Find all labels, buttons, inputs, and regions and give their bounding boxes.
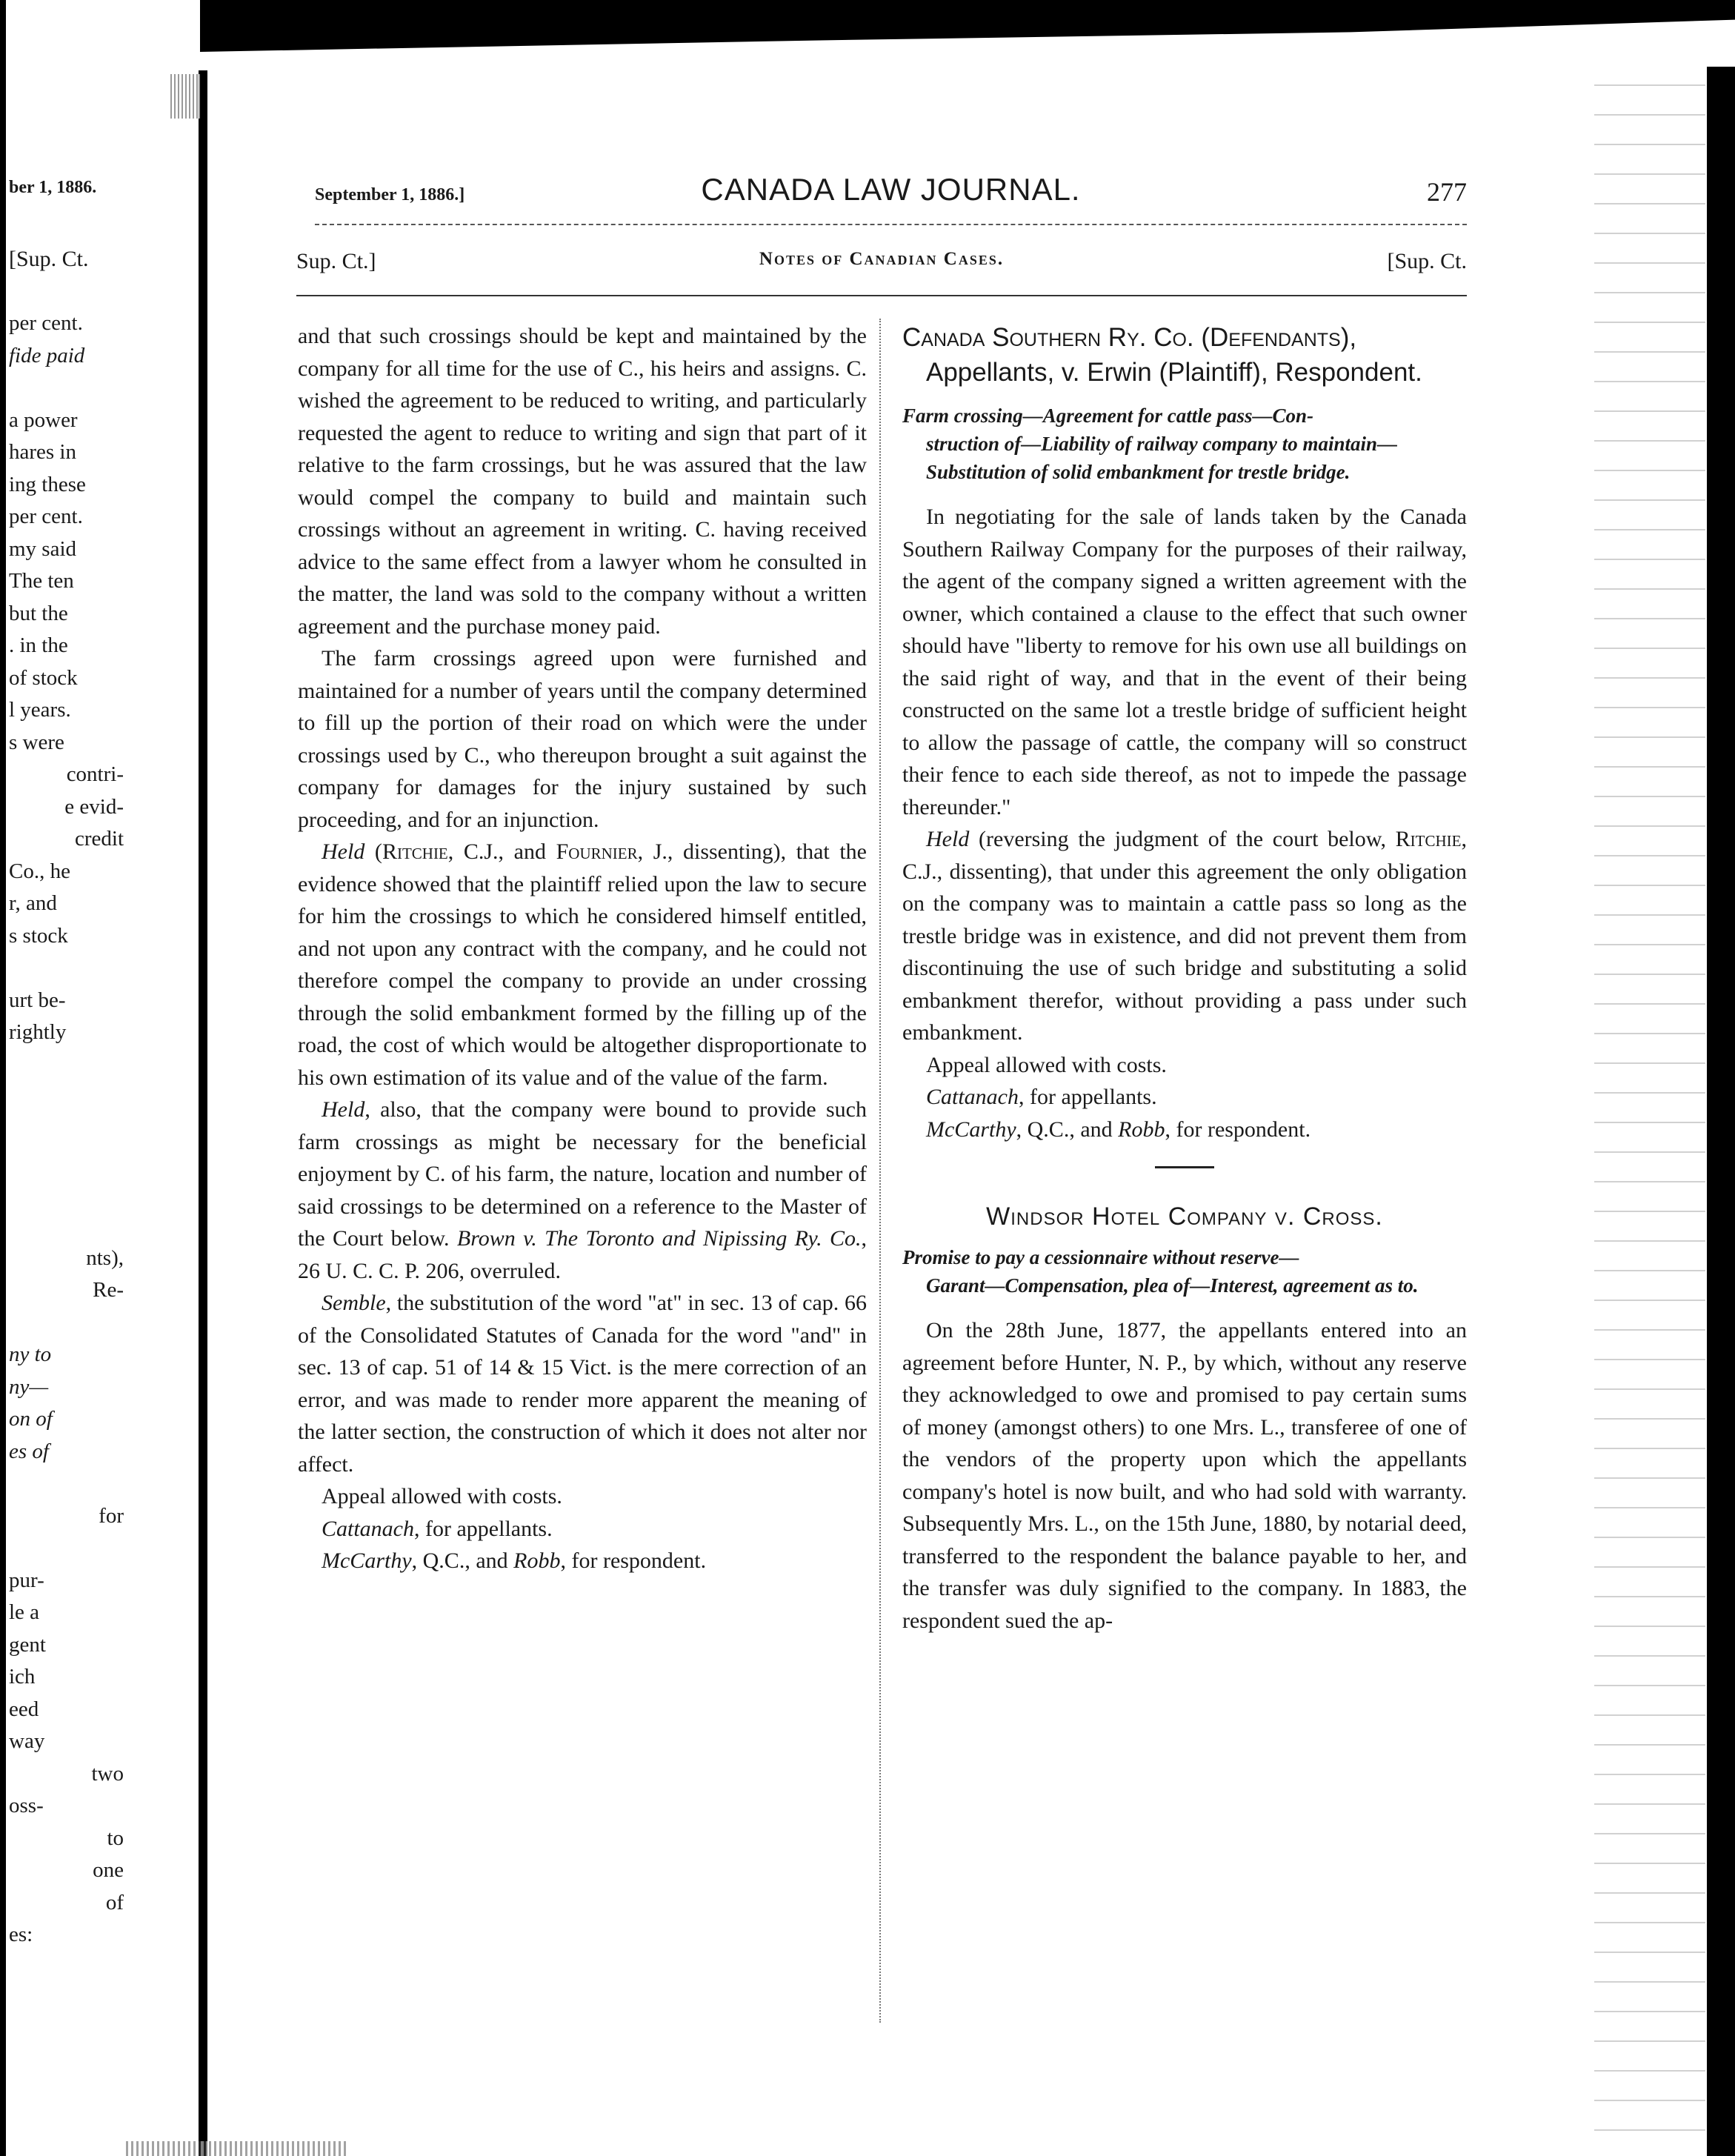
prev-page-line: rightly <box>9 1020 67 1044</box>
text-run: , for respondent. <box>1165 1117 1311 1142</box>
prev-page-line: r, and <box>9 891 57 915</box>
headnote-line: Promise to pay a cessionnaire without reserve— <box>902 1246 1299 1268</box>
section-title: Notes of Canadian Cases. <box>759 249 1005 269</box>
held-paragraph <box>902 823 1467 1049</box>
held-paragraph <box>298 836 867 1094</box>
prev-page-line: credit <box>74 827 124 851</box>
prev-page-line: way <box>9 1729 45 1753</box>
prev-page-subheader: [Sup. Ct. <box>9 247 89 271</box>
left-paragraph: and that such crossings should be kept and maintained by the company for all time for the use of C., his heirs and assigns. C. wished the agreement to be reduced to writing, and particularly requested the agent to reduce to writing and sign that part of it relative to the farm crossings, but he was assured that the law would compel the company to build and maintain such crossings without an agreement in writing. C. having received advice to the same effect from a lawyer whom he consulted in the matter, the land was sold to the company without a written agreement and the purchase money paid. <box>298 324 867 639</box>
scan-shadow-right <box>1707 67 1735 2156</box>
counsel-name: Robb <box>1118 1117 1165 1142</box>
page-header <box>315 172 1467 216</box>
prev-page-line: urt be- <box>9 988 66 1012</box>
section-divider <box>1155 1166 1214 1168</box>
prev-page-line: fide paid <box>9 343 85 367</box>
right-paragraph: On the 28th June, 1877, the appellants entered into an agreement before Hunter, N. P., by which, without any reserve they acknowledged to owe and promised to pay certain sums of money (amongst others) to one Mrs. L., transferee of one of the vendors of the property upon which the appellants company's hotel is now built, and who had sold with warranty. Subsequently Mrs. L., on the 15th June, 1880, by notarial deed, transferred to the respondent the balance payable to her, and the transfer was duly signified to the company. In 1883, the respondent sued the ap- <box>902 1318 1467 1633</box>
spine-noise <box>170 74 200 119</box>
prev-page-header: ber 1, 1886. <box>9 178 97 197</box>
prev-page-line: l years. <box>9 698 71 722</box>
prev-page-line: ich <box>9 1665 36 1688</box>
semble-paragraph <box>298 1287 867 1480</box>
prev-page-line: to <box>107 1826 124 1850</box>
running-subheader <box>296 249 1467 282</box>
prev-page-line: s stock <box>9 923 68 948</box>
scan-noise-bottom <box>126 2141 348 2156</box>
text-run: , 26 U. C. C. P. 206, overruled. <box>298 1226 867 1283</box>
left-column <box>298 320 867 1577</box>
prev-page-line: es of <box>9 1439 49 1463</box>
page-edge-noise <box>1594 74 1705 2149</box>
prev-page-line: oss- <box>9 1794 44 1817</box>
prev-page-line: Re- <box>93 1278 124 1302</box>
prev-page-line: gent <box>9 1632 46 1657</box>
case-citation: Brown v. The Toronto and Nipissing Ry. Co. <box>456 1226 862 1251</box>
counsel-respondent <box>298 1545 867 1577</box>
prev-page-line: ny to <box>9 1342 52 1366</box>
text-run: , for appellants. <box>414 1516 553 1541</box>
text-run: ( <box>364 839 382 864</box>
disposition: Appeal allowed with costs. <box>926 1052 1167 1077</box>
text-run: , J., dissenting), that the evidence showed that the plaintiff relied upon the law to secure for him the crossings to which he considered himself entitled, and not upon any contract with the company, and he could not therefore compel the company to provide an under crossing through the solid embankment formed by the filling up of the road, the cost of which would be altogether disproportionate to his own estimation of its value and of the value of the farm. <box>298 839 868 1090</box>
judge-name: Ritchie <box>1395 827 1462 851</box>
journal-title: CANADA LAW JOURNAL. <box>701 172 1081 207</box>
prev-page-line: Co., he <box>9 859 70 883</box>
prev-page-line: my said <box>9 536 77 561</box>
prev-page-line: e evid- <box>64 794 124 819</box>
headnote-line: Farm crossing—Agreement for cattle pass—Con- <box>902 405 1314 427</box>
left-paragraph: The farm crossings agreed upon were furnished and maintained for a number of years until the company determined to fill up the portion of their road on which were the under crossings used by C., who thereupon brought a suit against the company for damages for the injury sustained by such proceeding, and for an injunction. <box>298 646 867 832</box>
prev-page-line: eed <box>9 1697 39 1721</box>
text-run: , C.J., dissenting), that under this agreement the only obligation on the company was to maintain a cattle pass so long as the trestle bridge was in existence, and did not prevent them from discontinuing the use of such bridge and substituting a solid embankment therefor, without providing a pass under such embankment. <box>902 827 1467 1045</box>
page-number: 277 <box>1427 177 1467 207</box>
prev-page-line: one <box>93 1858 124 1882</box>
held-label: Held <box>322 839 365 864</box>
prev-page-line: but the <box>9 601 68 625</box>
text-run: , Q.C., and <box>1016 1117 1119 1142</box>
case-headnote <box>902 402 1467 486</box>
case-body <box>902 501 1467 1145</box>
judge-name: Fournier <box>556 839 638 864</box>
prev-page-line: pur- <box>9 1568 44 1592</box>
counsel-appellants <box>298 1513 867 1546</box>
prev-page-line: on of <box>9 1407 53 1431</box>
text-run: , for respondent. <box>560 1548 707 1573</box>
case-title: Windsor Hotel Company v. Cross. <box>986 1202 1383 1231</box>
subheader-right: [Sup. Ct. <box>1387 249 1467 273</box>
held-label: Held <box>322 1097 365 1122</box>
prev-page-line: per cent. <box>9 505 83 528</box>
held-also-paragraph <box>298 1094 867 1287</box>
prev-page-line: es: <box>9 1923 33 1946</box>
counsel-respondent <box>902 1114 1467 1146</box>
semble-label: Semble <box>322 1291 386 1315</box>
counsel-name: McCarthy <box>926 1117 1016 1142</box>
prev-page-line: hares in <box>9 440 76 464</box>
text-run: , for appellants. <box>1019 1085 1157 1109</box>
header-rule <box>315 224 1467 225</box>
text-run: , C.J., and <box>447 839 556 864</box>
prev-page-line: The ten <box>9 569 74 593</box>
case-title-line: Appellants, v. Erwin (Plaintiff), Respondent. <box>926 358 1422 387</box>
prev-page-line: a power <box>9 407 78 432</box>
header-date: September 1, 1886.] <box>315 185 465 204</box>
right-column <box>902 320 1467 1637</box>
counsel-name: Cattanach <box>322 1516 414 1541</box>
prev-page-line: per cent. <box>9 311 83 335</box>
subheader-rule <box>296 295 1467 296</box>
prev-page-line: . in the <box>9 633 68 657</box>
text-run: , the substitution of the word "at" in sec. 13 of cap. 66 of the Consolidated Statutes of Canada for the word "and" in sec. 13 of cap. 51 of 14 & 15 Vict. is the mere correction of an error, and was made to render more apparent the meaning of the latter section, the construction of which it does not alter nor affect. <box>298 1291 867 1477</box>
book-spine <box>199 70 207 2156</box>
previous-page-fragment <box>0 0 130 2156</box>
column-divider <box>879 319 881 2023</box>
counsel-appellants <box>902 1081 1467 1114</box>
prev-page-line: ing these <box>9 472 86 496</box>
counsel-name: McCarthy <box>322 1548 412 1573</box>
text-run: (reversing the judgment of the court below, <box>969 827 1396 851</box>
prev-page-line: ny— <box>9 1374 49 1399</box>
counsel-name: Robb <box>513 1548 561 1573</box>
right-paragraph: In negotiating for the sale of lands taken by the Canada Southern Railway Company for the purposes of their railway, the agent of the company signed a written agreement with the owner, which contained a clause to the effect that such owner should have "liberty to remove for his own use all buildings on the said right of way, and that in the event of their being constructed on the same lot a trestle bridge of sufficient height to allow the passage of cattle, the company will so construct their fence to each side thereof, as not to impede the passage thereunder." <box>902 505 1467 819</box>
prev-page-line: nts), <box>86 1245 124 1270</box>
case-body <box>902 1314 1467 1637</box>
subheader-left: Sup. Ct.] <box>296 249 376 273</box>
disposition: Appeal allowed with costs. <box>322 1484 562 1508</box>
prev-page-line: s were <box>9 730 64 754</box>
text-run: , also, that the company were bound to provide such farm crossings as might be necessary for the beneficial enjoyment by C. of his farm, the nature, location and number of said crossings to be determined on a reference to the Master of the Court below. <box>298 1097 867 1251</box>
prev-page-line: contri- <box>66 762 124 786</box>
text-run: , Q.C., and <box>411 1548 514 1573</box>
case-title <box>902 320 1467 390</box>
judge-name: Ritchie <box>382 839 448 864</box>
headnote-line: Garant—Compensation, plea of—Interest, agreement as to. <box>926 1274 1419 1297</box>
prev-page-line: of <box>105 1890 124 1914</box>
prev-page-line: of stock <box>9 665 78 690</box>
counsel-name: Cattanach <box>926 1085 1019 1109</box>
held-label: Held <box>926 827 970 851</box>
scan-shadow-top <box>200 0 1735 52</box>
prev-page-line: two <box>91 1761 124 1786</box>
headnote-line: struction of—Liability of railway company to maintain—Substitution of solid embankment for trestle bridge. <box>926 433 1398 483</box>
prev-page-line: for <box>99 1503 124 1528</box>
case-headnote <box>902 1243 1467 1300</box>
case-title-line: Canada Southern Ry. Co. (Defendants), <box>902 323 1357 352</box>
prev-page-line: le a <box>9 1600 40 1624</box>
